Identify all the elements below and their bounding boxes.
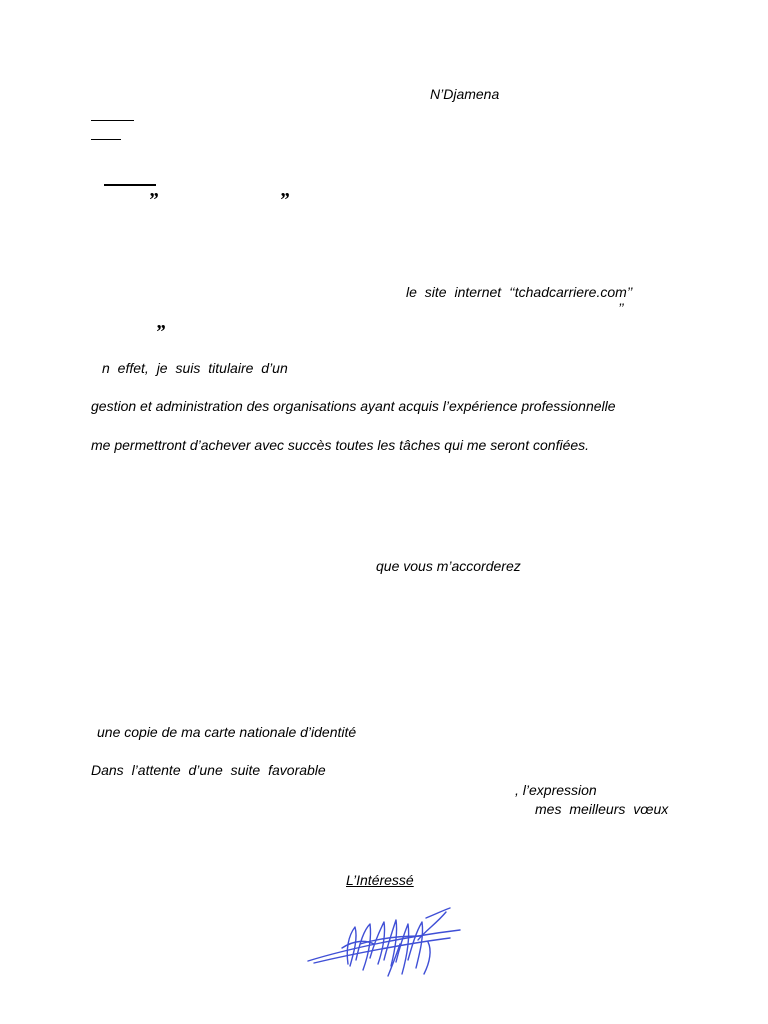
experience-text: gestion et administration des organisations ayant acquis l’expérience professionnelle: [91, 398, 616, 414]
subject-open-quote: „: [150, 179, 160, 201]
paragraph-quote-mark: „: [157, 311, 167, 333]
closing-text-1: Dans l’attente d’une suite favorable: [91, 762, 326, 778]
closing-text-3: mes meilleurs vœux: [535, 801, 669, 817]
grant-text: que vous m’accorderez: [376, 558, 521, 574]
subject-rule: [104, 184, 156, 186]
tasks-text: me permettront d’achever avec succès toutes les tâches qui me seront confiées.: [91, 437, 590, 453]
address-rule-1: [91, 120, 134, 121]
handwritten-signature: [300, 900, 470, 985]
closing-text-2: , l’expression: [515, 782, 597, 798]
site-reference-text: le site internet ‘‘tchadcarriere.com’’: [406, 284, 633, 300]
attachment-text: une copie de ma carte nationale d’identité: [97, 724, 357, 740]
closing-quote-mark: ’’: [618, 300, 624, 316]
holder-text: n effet, je suis titulaire d’un: [102, 360, 288, 376]
signatory-label: L’Intéressé: [346, 872, 414, 888]
city-header: N’Djamena: [430, 86, 500, 102]
subject-close-quote: „: [281, 179, 291, 201]
address-rule-2: [91, 139, 121, 140]
